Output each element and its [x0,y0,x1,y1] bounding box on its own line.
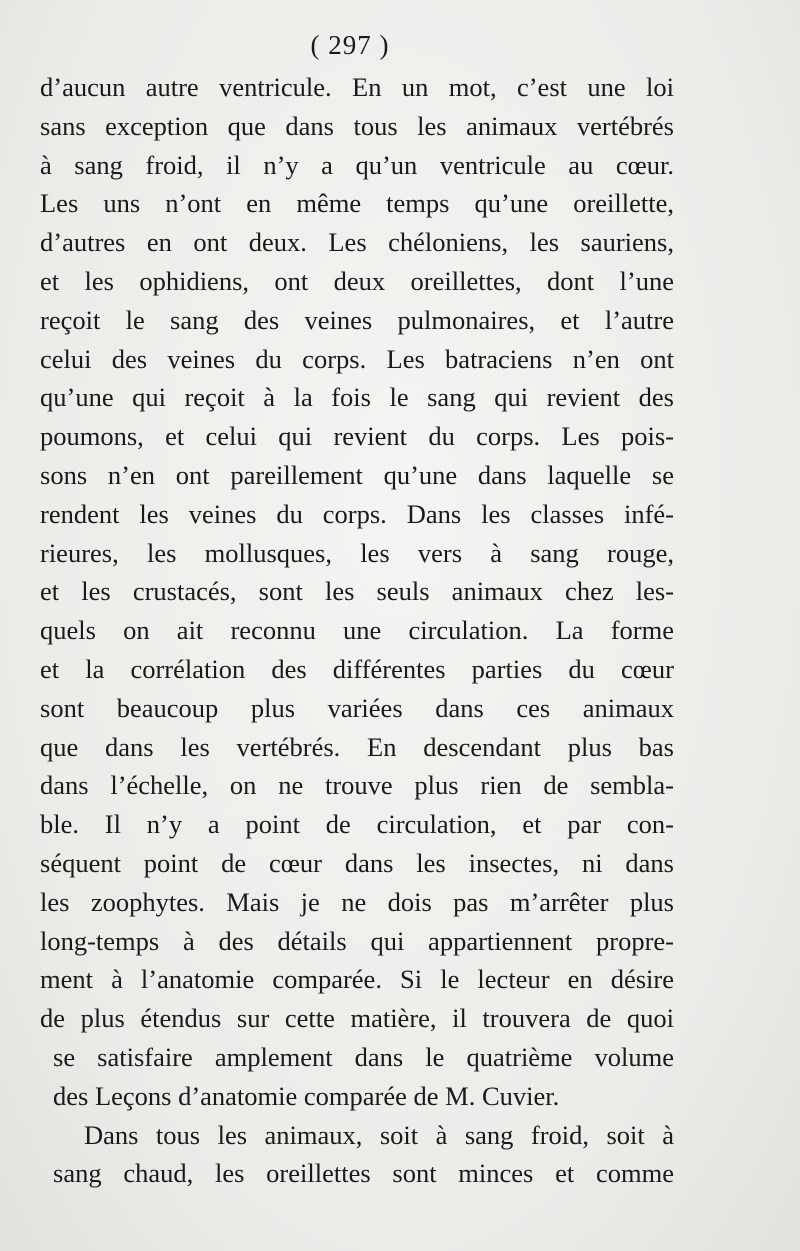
text-line: Les uns n’ont en même temps qu’une oreillette, [40,188,674,219]
paragraph-start-line: Dans tous les animaux, soit à sang froid, soit à [84,1119,674,1150]
text-line: ble. Il n’y a point de circulation, et par con- [40,809,674,840]
text-line: les zoophytes. Mais je ne dois pas m’arrêter plus [40,886,674,917]
text-line: rendent les veines du corps. Dans les classes infé- [40,498,674,529]
text-line: se satisfaire amplement dans le quatrième volume [53,1041,674,1072]
text-line: et les ophidiens, ont deux oreillettes, dont l’une [40,265,674,296]
text-line: celui des veines du corps. Les batraciens n’en ont [40,343,674,374]
text-line: d’autres en ont deux. Les chéloniens, les sauriens, [40,227,674,258]
text-line: de plus étendus sur cette matière, il trouvera de quoi [40,1003,674,1034]
text-line: que dans les vertébrés. En descendant plus bas [40,731,674,762]
text-line: sons n’en ont pareillement qu’une dans laquelle se [40,459,674,490]
page-number: ( 297 ) [310,30,390,60]
text-line: dans l’échelle, on ne trouve plus rien de sembla- [40,770,674,801]
text-line: séquent point de cœur dans les insectes, ni dans [40,847,674,878]
text-line: rieures, les mollusques, les vers à sang rouge, [40,537,674,568]
paragraph-end-line: des Leçons d’anatomie comparée de M. Cuvier. [53,1080,560,1111]
text-line: et les crustacés, sont les seuls animaux chez les- [40,576,674,607]
text-line: ment à l’anatomie comparée. Si le lecteur en désire [40,964,674,995]
body-text [40,68,674,1193]
text-line: et la corrélation des différentes parties du cœur [40,653,674,684]
text-line: sont beaucoup plus variées dans ces animaux [40,692,674,723]
text-line: sans exception que dans tous les animaux vertébrés [40,110,674,141]
text-line: reçoit le sang des veines pulmonaires, et l’autre [40,304,674,335]
text-line: long-temps à des détails qui appartiennent propre- [40,925,674,956]
text-line: à sang froid, il n’y a qu’un ventricule au cœur. [40,149,674,180]
text-line: qu’une qui reçoit à la fois le sang qui revient des [40,382,674,413]
text-line: sang chaud, les oreillettes sont minces et comme [53,1158,674,1189]
text-line: poumons, et celui qui revient du corps. Les pois- [40,421,674,452]
text-line: d’aucun autre ventricule. En un mot, c’est une loi [40,72,674,102]
text-line: quels on ait reconnu une circulation. La forme [40,615,674,646]
